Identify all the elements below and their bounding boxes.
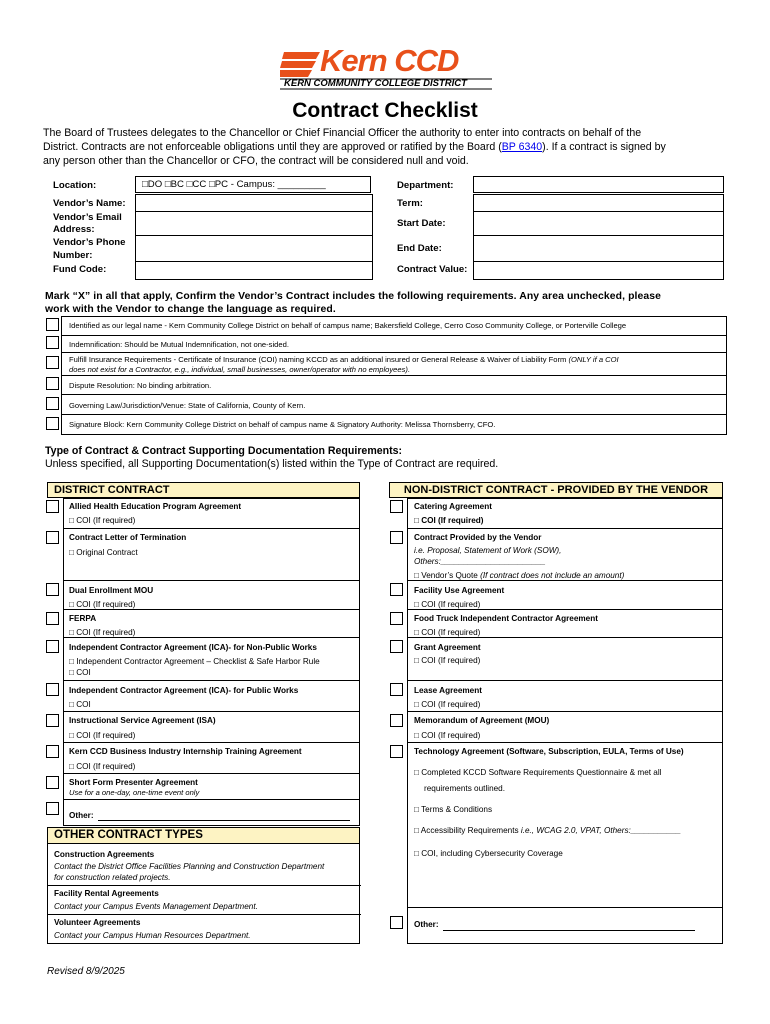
facility-use-label: Facility Use Agreement: [414, 586, 505, 595]
contract-value-field[interactable]: [473, 261, 724, 280]
logo-subtitle: KERN COMMUNITY COLLEGE DISTRICT: [284, 78, 467, 89]
vendor-quote-b: (If contract does not include an amount): [480, 571, 625, 580]
catering-checkbox[interactable]: [390, 500, 403, 513]
food-truck-checkbox[interactable]: [390, 612, 403, 625]
nd-other-label: Other:: [414, 920, 439, 929]
requirement-4-text: Dispute Resolution: No binding arbitration.: [69, 381, 212, 390]
district-other-checkbox[interactable]: [46, 802, 59, 815]
volunteer-note: Contact your Campus Human Resources Department.: [54, 931, 251, 940]
location-label: Location:: [53, 180, 97, 191]
requirements-list: [43, 316, 727, 435]
nondistrict-contract-list: [387, 498, 723, 944]
bp-6340-link[interactable]: BP 6340: [501, 141, 543, 153]
bit-label: Kern CCD Business Industry Internship Training Agreement: [69, 747, 302, 756]
dual-enrollment-checkbox[interactable]: [46, 583, 59, 596]
page-title: Contract Checklist: [292, 99, 478, 122]
intro-line-2: [43, 140, 743, 154]
intro-line-3: any person other than the Chancellor or CFO, the contract will be considered null and void.: [43, 155, 469, 167]
vendor-phone-label-1: Vendor’s Phone: [53, 237, 126, 248]
vendor-phone-field[interactable]: [135, 235, 373, 261]
bit-checkbox[interactable]: [46, 745, 59, 758]
requirements-heading-1: Mark “X” in all that apply, Confirm the Vendor’s Contract includes the following requirements. Any area unchecked, please: [45, 291, 662, 302]
allied-label: Allied Health Education Program Agreement: [69, 502, 242, 511]
location-options[interactable]: □DO □BC □CC □PC - Campus: _________: [142, 179, 326, 190]
facility-use-coi: □ COI (If required): [414, 600, 481, 609]
facility-use-checkbox[interactable]: [390, 583, 403, 596]
termination-label: Contract Letter of Termination: [69, 533, 187, 542]
logo-title: Kern CCD: [320, 43, 459, 78]
requirements-divider: [61, 352, 727, 353]
requirement-3b: (ONLY if a COI: [568, 355, 619, 364]
requirement-2-text: Indemnification: Should be Mutual Indemnification, not one-sided.: [69, 340, 289, 349]
catering-coi: □ COI (If required): [414, 516, 484, 525]
grant-label: Grant Agreement: [414, 643, 481, 652]
vendor-email-label-1: Vendor’s Email: [53, 212, 122, 223]
ica-nonpublic-label: Independent Contractor Agreement (ICA)- for Non-Public Works: [69, 643, 317, 652]
requirement-4-checkbox[interactable]: [46, 377, 59, 390]
short-form-label: Short Form Presenter Agreement: [69, 778, 198, 787]
term-field[interactable]: [473, 194, 724, 211]
start-date-label: Start Date:: [397, 218, 446, 229]
vendor-name-field[interactable]: [135, 194, 373, 211]
vendor-email-field[interactable]: [135, 211, 373, 235]
grant-checkbox[interactable]: [390, 640, 403, 653]
revised-date: Revised 8/9/2025: [47, 966, 125, 977]
isa-coi: □ COI (If required): [69, 731, 136, 740]
intro-line-1: The Board of Trustees delegates to the Chancellor or Chief Financial Officer the authority to enter into contracts on behalf of the: [43, 127, 642, 139]
department-field[interactable]: [473, 176, 724, 193]
kern-ccd-logo: [280, 43, 495, 90]
requirements-divider: [61, 414, 727, 415]
vendor-quote-a: □ Vendor’s Quote: [414, 571, 481, 580]
catering-label: Catering Agreement: [414, 502, 492, 511]
requirements-heading-2: work with the Vendor to change the language as required.: [45, 304, 336, 315]
requirement-3a: Fulfill Insurance Requirements - Certificate of Insurance (COI) naming KCCD as an additional insured or General Release & Waiver of Liability Form: [69, 355, 569, 364]
vendor-phone-label-2: Number:: [53, 250, 93, 261]
ferpa-label: FERPA: [69, 614, 97, 623]
mou-label: Memorandum of Agreement (MOU): [414, 716, 550, 725]
vendor-contract-label: Contract Provided by the Vendor: [414, 533, 542, 542]
ica-public-coi: □ COI: [69, 700, 91, 709]
types-heading: Type of Contract & Contract Supporting Documentation Requirements:: [45, 445, 403, 457]
requirement-2-checkbox[interactable]: [46, 336, 59, 349]
termination-checkbox[interactable]: [46, 531, 59, 544]
facility-rental-label: Facility Rental Agreements: [54, 889, 159, 898]
requirements-divider: [61, 335, 727, 336]
allied-checkbox[interactable]: [46, 500, 59, 513]
vendor-quote: [414, 571, 624, 580]
requirement-6-checkbox[interactable]: [46, 417, 59, 430]
bit-coi: □ COI (If required): [69, 762, 136, 771]
fund-code-field[interactable]: [135, 261, 373, 280]
nd-other-line: [443, 930, 695, 931]
requirement-3-checkbox[interactable]: [46, 356, 59, 369]
other-types-divider: [48, 914, 361, 915]
vendor-name-label: Vendor’s Name:: [53, 198, 126, 209]
ie-proposal: i.e. Proposal, Statement of Work (SOW),: [414, 546, 562, 555]
grant-coi: □ COI (If required): [414, 656, 481, 665]
food-truck-coi: □ COI (If required): [414, 628, 481, 637]
dual-enrollment-coi: □ COI (If required): [69, 600, 136, 609]
nd-row-other: [407, 908, 723, 944]
isa-checkbox[interactable]: [46, 714, 59, 727]
coi-cyber: □ COI, including Cybersecurity Coverage: [414, 849, 563, 858]
requirement-5-text: Governing Law/Jurisdiction/Venue: State of California, County of Kern.: [69, 401, 306, 410]
terms-conditions: □ Terms & Conditions: [414, 805, 493, 814]
ica-nonpublic-checkbox[interactable]: [46, 640, 59, 653]
lease-label: Lease Agreement: [414, 686, 482, 695]
fund-code-label: Fund Code:: [53, 264, 107, 275]
requirements-divider: [61, 375, 727, 376]
allied-coi: □ COI (If required): [69, 516, 136, 525]
types-subheading: Unless specified, all Supporting Documentation(s) listed within the Type of Contract are required.: [45, 458, 499, 470]
kccd-questionnaire-2: requirements outlined.: [424, 784, 506, 793]
district-other-label: Other:: [69, 811, 94, 820]
others-blank: Others:_______________________: [414, 557, 546, 566]
intro-line-2a: District. Contracts are not enforceable obligations until they are approved or ratified by the Board (: [43, 141, 502, 153]
requirement-1-checkbox[interactable]: [46, 318, 59, 331]
district-row-other: [63, 800, 360, 826]
technology-label: Technology Agreement (Software, Subscription, EULA, Terms of Use): [414, 747, 684, 756]
district-contract-list: [44, 498, 360, 826]
ica-checklist: □ Independent Contractor Agreement – Checklist & Safe Harbor Rule: [69, 657, 320, 666]
construction-note-1: Contact the District Office Facilities Planning and Construction Department: [54, 862, 325, 871]
nondistrict-contract-header: NON-DISTRICT CONTRACT - PROVIDED BY THE VENDOR: [389, 482, 723, 498]
other-contract-types-header: OTHER CONTRACT TYPES: [47, 827, 360, 844]
isa-label: Instructional Service Agreement (ISA): [69, 716, 216, 725]
accessibility-a: □ Accessibility Requirements: [414, 826, 521, 835]
start-date-field[interactable]: [473, 211, 724, 235]
other-types-list: [47, 844, 360, 944]
lease-coi: □ COI (If required): [414, 700, 481, 709]
dual-enrollment-label: Dual Enrollment MOU: [69, 586, 154, 595]
requirement-3c: does not exist for a Contractor, e.g., individual, small businesses, owner/operator with no employees).: [69, 365, 411, 374]
district-other-line: [98, 820, 350, 821]
mou-coi: □ COI (If required): [414, 731, 481, 740]
info-section: [47, 174, 724, 280]
accessibility-b: i.e., WCAG 2.0, VPAT, Others:___________: [520, 826, 681, 835]
ica-nonpublic-coi: □ COI: [69, 668, 91, 677]
mou-checkbox[interactable]: [390, 714, 403, 727]
requirement-1-text: Identified as our legal name - Kern Community College District on behalf of campus name; Bakersfield College, Cerro Coso Community College, or Porterville College: [69, 321, 627, 330]
vendor-email-label-2: Address:: [53, 224, 95, 235]
requirement-3-text: [69, 355, 719, 375]
contract-value-label: Contract Value:: [397, 264, 468, 275]
volunteer-label: Volunteer Agreements: [54, 918, 141, 927]
ica-public-label: Independent Contractor Agreement (ICA)- for Public Works: [69, 686, 299, 695]
construction-label: Construction Agreements: [54, 850, 155, 859]
end-date-label: End Date:: [397, 243, 442, 254]
intro-line-2b: ). If a contract is signed by: [542, 141, 666, 153]
nd-other-checkbox[interactable]: [390, 916, 403, 929]
original-contract: □ Original Contract: [69, 548, 138, 557]
requirement-6-text: Signature Block: Kern Community College District on behalf of campus name & Signatory Authority: Melissa Thornsberry, CFO.: [69, 420, 496, 429]
ferpa-checkbox[interactable]: [46, 612, 59, 625]
facility-rental-note: Contact your Campus Events Management Department.: [54, 902, 258, 911]
location-field[interactable]: [135, 176, 371, 193]
accessibility-requirements: [414, 826, 681, 835]
food-truck-label: Food Truck Independent Contractor Agreement: [414, 614, 598, 623]
requirements-heading: [45, 290, 661, 316]
other-types-divider: [48, 885, 361, 886]
ferpa-coi: □ COI (If required): [69, 628, 136, 637]
lease-checkbox[interactable]: [390, 683, 403, 696]
requirement-5-checkbox[interactable]: [46, 397, 59, 410]
department-label: Department:: [397, 180, 454, 191]
district-contract-header: DISTRICT CONTRACT: [47, 482, 360, 498]
short-form-note: Use for a one-day, one-time event only: [69, 788, 200, 797]
short-form-checkbox[interactable]: [46, 776, 59, 789]
technology-checkbox[interactable]: [390, 745, 403, 758]
end-date-field[interactable]: [473, 235, 724, 261]
construction-note-2: for construction related projects.: [54, 873, 171, 882]
intro-text: [43, 126, 743, 168]
ica-public-checkbox[interactable]: [46, 683, 59, 696]
requirements-divider: [61, 394, 727, 395]
vendor-contract-checkbox[interactable]: [390, 531, 403, 544]
kccd-questionnaire-1: □ Completed KCCD Software Requirements Questionnaire & met all: [414, 768, 662, 777]
term-label: Term:: [397, 198, 423, 209]
